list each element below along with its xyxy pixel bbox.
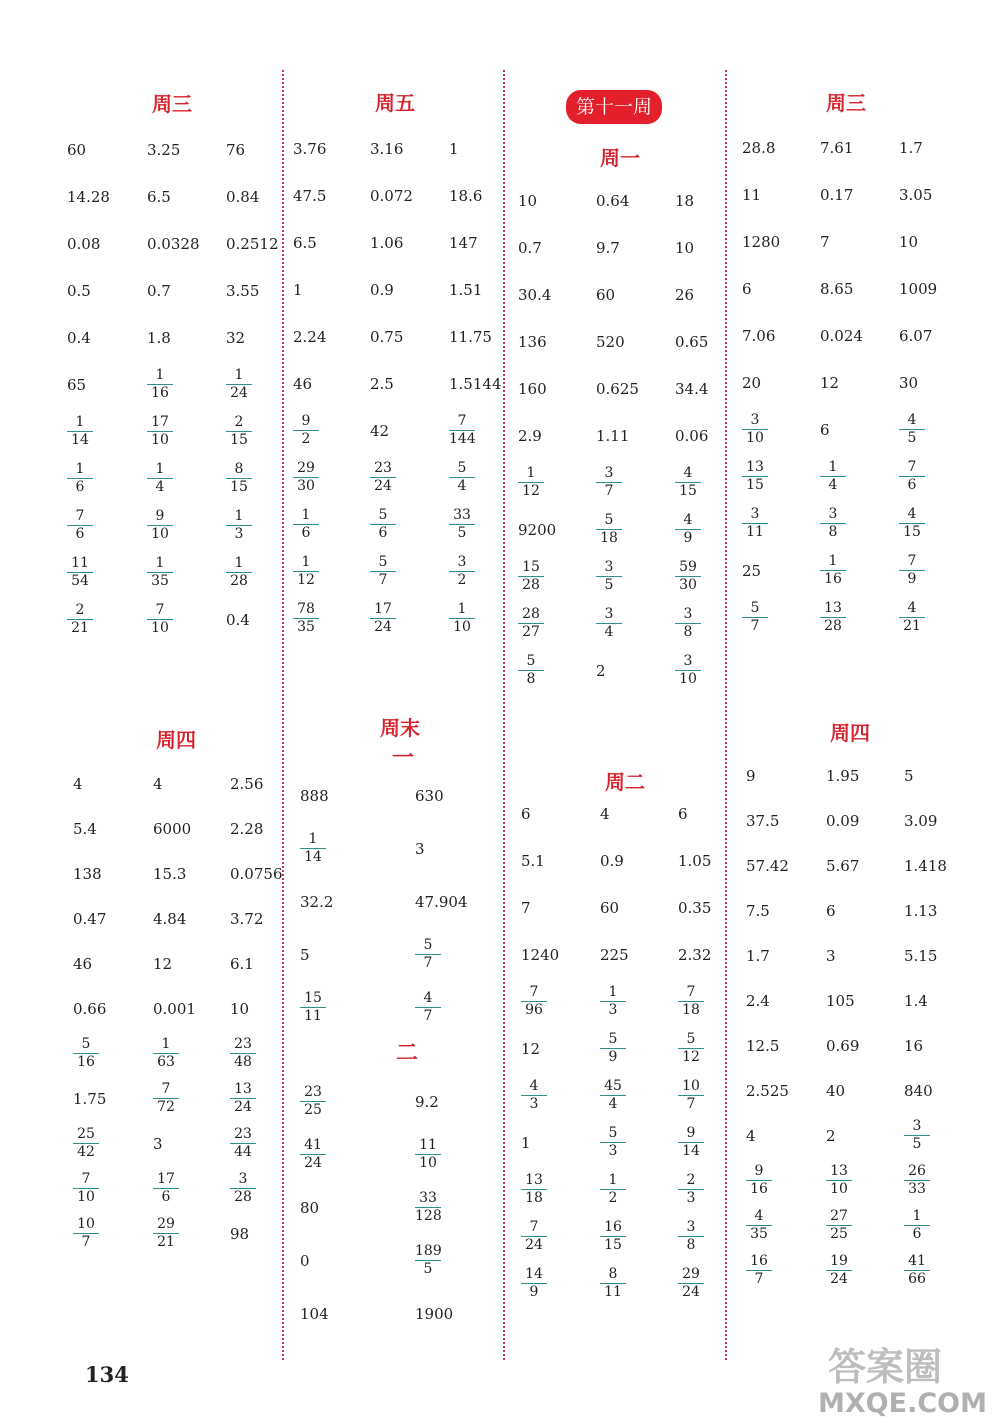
answer-value: 4 <box>153 775 163 793</box>
answer-value: 32 <box>226 329 246 347</box>
answer-value: 160 <box>518 380 547 398</box>
fraction-answer: $\frac{7}{18}$ <box>678 984 704 1018</box>
fraction-answer: $\frac{1}{2}$ <box>600 1172 626 1206</box>
answer-value: 136 <box>518 333 547 351</box>
answer-value: 65 <box>67 376 87 394</box>
fraction-answer: $\frac{17}{24}$ <box>370 601 396 635</box>
watermark-site: MXQE.COM <box>818 1388 987 1419</box>
answer-value: 2.525 <box>746 1082 789 1100</box>
fraction-answer: $\frac{3}{10}$ <box>675 653 701 687</box>
answer-value: 3.72 <box>230 910 264 928</box>
answer-value: 5 <box>300 946 310 964</box>
answer-value: 1.51 <box>449 281 483 299</box>
fraction-answer: $\frac{9}{2}$ <box>293 413 319 447</box>
fraction-answer: $\frac{13}{15}$ <box>742 459 768 493</box>
answer-value: 25 <box>742 562 762 580</box>
fraction-answer: $\frac{27}{25}$ <box>826 1208 852 1242</box>
day-heading: 周三 <box>826 91 866 115</box>
answer-value: 0.4 <box>67 329 91 347</box>
answer-value: 18 <box>675 192 695 210</box>
answer-value: 7 <box>521 899 531 917</box>
fraction-answer: $\frac{4}{35}$ <box>746 1208 772 1242</box>
answer-value: 18.6 <box>449 187 483 205</box>
fraction-answer: $\frac{5}{7}$ <box>415 937 441 971</box>
fraction-answer: $\frac{23}{24}$ <box>370 460 396 494</box>
answer-value: 10 <box>230 1000 250 1018</box>
answer-value: 0.001 <box>153 1000 196 1018</box>
answer-value: 0.4 <box>226 611 250 629</box>
fraction-answer: $\frac{5}{16}$ <box>73 1036 99 1070</box>
answer-value: 0.08 <box>67 235 101 253</box>
answer-value: 0.9 <box>600 852 624 870</box>
fraction-answer: $\frac{17}{10}$ <box>147 414 173 448</box>
fraction-answer: $\frac{2}{3}$ <box>678 1172 704 1206</box>
answer-value: 2.56 <box>230 775 264 793</box>
answer-value: 7 <box>820 233 830 251</box>
fraction-answer: $\frac{5}{7}$ <box>742 600 768 634</box>
fraction-answer: $\frac{1}{12}$ <box>293 554 319 588</box>
fraction-answer: $\frac{1}{16}$ <box>147 367 173 401</box>
fraction-answer: $\frac{3}{8}$ <box>820 506 846 540</box>
fraction-answer: $\frac{4}{7}$ <box>415 990 441 1024</box>
watermark-title: 答案圈 <box>828 1345 943 1389</box>
column-divider <box>282 70 284 1360</box>
answer-value: 9.7 <box>596 239 620 257</box>
fraction-answer: $\frac{3}{7}$ <box>596 465 622 499</box>
answer-value: 1.4 <box>904 992 928 1010</box>
fraction-answer: $\frac{13}{24}$ <box>230 1081 256 1115</box>
answer-value: 47.5 <box>293 187 327 205</box>
answer-value: 0.69 <box>826 1037 860 1055</box>
fraction-answer: $\frac{1}{14}$ <box>300 831 326 865</box>
answer-value: 0.84 <box>226 188 260 206</box>
fraction-answer: $\frac{29}{21}$ <box>153 1216 179 1250</box>
answer-value: 46 <box>293 375 313 393</box>
fraction-answer: $\frac{13}{10}$ <box>826 1163 852 1197</box>
day-heading: 周五 <box>375 91 415 115</box>
fraction-answer: $\frac{11}{10}$ <box>415 1137 441 1171</box>
answer-value: 28.8 <box>742 139 776 157</box>
answer-value: 32.2 <box>300 893 334 911</box>
answer-value: 888 <box>300 787 329 805</box>
answer-value: 0.47 <box>73 910 107 928</box>
answer-value: 12 <box>153 955 173 973</box>
answer-value: 0.06 <box>675 427 709 445</box>
answer-value: 1900 <box>415 1305 454 1323</box>
answer-value: 4 <box>746 1127 756 1145</box>
answer-value: 40 <box>826 1082 846 1100</box>
fraction-answer: $\frac{41}{66}$ <box>904 1253 930 1287</box>
fraction-answer: $\frac{13}{18}$ <box>521 1172 547 1206</box>
answer-value: 0.0328 <box>147 235 200 253</box>
fraction-answer: $\frac{2}{21}$ <box>67 602 93 636</box>
fraction-answer: $\frac{1}{16}$ <box>820 553 846 587</box>
fraction-answer: $\frac{8}{15}$ <box>226 461 252 495</box>
answer-value: 34.4 <box>675 380 709 398</box>
fraction-answer: $\frac{7}{9}$ <box>899 553 925 587</box>
answer-value: 0 <box>300 1252 310 1270</box>
answer-value: 840 <box>904 1082 933 1100</box>
answer-value: 6 <box>742 280 752 298</box>
fraction-answer: $\frac{7}{96}$ <box>521 984 547 1018</box>
answer-value: 1 <box>449 140 459 158</box>
fraction-answer: $\frac{9}{14}$ <box>678 1125 704 1159</box>
answer-value: 1.5144 <box>449 375 502 393</box>
fraction-answer: $\frac{1}{35}$ <box>147 555 173 589</box>
answer-value: 0.35 <box>678 899 712 917</box>
fraction-answer: $\frac{7}{10}$ <box>147 602 173 636</box>
fraction-answer: $\frac{4}{5}$ <box>899 412 925 446</box>
answer-value: 0.64 <box>596 192 630 210</box>
fraction-answer: $\frac{1}{24}$ <box>226 367 252 401</box>
answer-value: 6 <box>521 805 531 823</box>
fraction-answer: $\frac{15}{28}$ <box>518 559 544 593</box>
answer-value: 0.17 <box>820 186 854 204</box>
answer-value: 15.3 <box>153 865 187 883</box>
answer-value: 46 <box>73 955 93 973</box>
fraction-answer: $\frac{11}{54}$ <box>67 555 93 589</box>
answer-value: 2.24 <box>293 328 327 346</box>
answer-value: 11 <box>742 186 762 204</box>
fraction-answer: $\frac{1}{6}$ <box>293 507 319 541</box>
fraction-answer: $\frac{7}{10}$ <box>73 1171 99 1205</box>
fraction-answer: $\frac{1}{3}$ <box>600 984 626 1018</box>
answer-value: 2.28 <box>230 820 264 838</box>
answer-value: 4 <box>73 775 83 793</box>
fraction-answer: $\frac{23}{48}$ <box>230 1036 256 1070</box>
day-heading: 周二 <box>605 770 645 794</box>
answer-value: 1009 <box>899 280 938 298</box>
answer-value: 6.5 <box>147 188 171 206</box>
answer-value: 1280 <box>742 233 781 251</box>
answer-value: 1.05 <box>678 852 712 870</box>
answer-value: 5.15 <box>904 947 938 965</box>
answer-value: 57.42 <box>746 857 789 875</box>
answer-value: 30 <box>899 374 919 392</box>
answer-value: 0.0756 <box>230 865 283 883</box>
fraction-answer: $\frac{7}{6}$ <box>67 508 93 542</box>
fraction-answer: $\frac{10}{7}$ <box>678 1078 704 1112</box>
day-heading: 周四 <box>156 728 196 752</box>
answer-value: 7.5 <box>746 902 770 920</box>
answer-value: 138 <box>73 865 102 883</box>
fraction-answer: $\frac{4}{21}$ <box>899 600 925 634</box>
fraction-answer: $\frac{15}{11}$ <box>300 990 326 1024</box>
fraction-answer: $\frac{5}{4}$ <box>449 460 475 494</box>
fraction-answer: $\frac{45}{4}$ <box>600 1078 626 1112</box>
answer-value: 3 <box>826 947 836 965</box>
fraction-answer: $\frac{3}{10}$ <box>742 412 768 446</box>
answer-value: 0.75 <box>370 328 404 346</box>
answer-value: 60 <box>596 286 616 304</box>
answer-value: 47.904 <box>415 893 468 911</box>
answer-value: 0.625 <box>596 380 639 398</box>
answer-value: 0.66 <box>73 1000 107 1018</box>
answer-value: 3.25 <box>147 141 181 159</box>
fraction-answer: $\frac{3}{8}$ <box>678 1219 704 1253</box>
fraction-answer: $\frac{5}{3}$ <box>600 1125 626 1159</box>
column-divider <box>503 70 505 1360</box>
answer-value: 3.55 <box>226 282 260 300</box>
answer-value: 104 <box>300 1305 329 1323</box>
fraction-answer: $\frac{7}{6}$ <box>899 459 925 493</box>
answer-value: 5.4 <box>73 820 97 838</box>
fraction-answer: $\frac{7}{144}$ <box>449 413 476 447</box>
answer-value: 12 <box>521 1040 541 1058</box>
fraction-answer: $\frac{23}{25}$ <box>300 1084 326 1118</box>
answer-value: 520 <box>596 333 625 351</box>
fraction-answer: $\frac{25}{42}$ <box>73 1126 99 1160</box>
answer-value: 5 <box>904 767 914 785</box>
weekend-heading: 周末 <box>380 716 420 740</box>
fraction-answer: $\frac{17}{6}$ <box>153 1171 179 1205</box>
answer-value: 2.32 <box>678 946 712 964</box>
answer-value: 3.05 <box>899 186 933 204</box>
fraction-answer: $\frac{29}{24}$ <box>678 1266 704 1300</box>
fraction-answer: $\frac{41}{24}$ <box>300 1137 326 1171</box>
fraction-answer: $\frac{9}{16}$ <box>746 1163 772 1197</box>
answer-value: 1 <box>521 1134 531 1152</box>
answer-value: 1.8 <box>147 329 171 347</box>
fraction-answer: $\frac{9}{10}$ <box>147 508 173 542</box>
answer-value: 2 <box>596 662 606 680</box>
fraction-answer: $\frac{3}{2}$ <box>449 554 475 588</box>
answer-value: 1.75 <box>73 1090 107 1108</box>
answer-value: 3.16 <box>370 140 404 158</box>
answer-value: 0.65 <box>675 333 709 351</box>
fraction-answer: $\frac{189}{5}$ <box>415 1243 442 1277</box>
fraction-answer: $\frac{7}{24}$ <box>521 1219 547 1253</box>
answer-value: 147 <box>449 234 478 252</box>
answer-value: 16 <box>904 1037 924 1055</box>
answer-value: 80 <box>300 1199 320 1217</box>
fraction-answer: $\frac{1}{3}$ <box>226 508 252 542</box>
fraction-answer: $\frac{23}{44}$ <box>230 1126 256 1160</box>
answer-value: 1.95 <box>826 767 860 785</box>
answer-value: 1240 <box>521 946 560 964</box>
answer-value: 0.09 <box>826 812 860 830</box>
fraction-answer: $\frac{26}{33}$ <box>904 1163 930 1197</box>
fraction-answer: $\frac{3}{5}$ <box>596 559 622 593</box>
answer-value: 1.11 <box>596 427 630 445</box>
answer-value: 60 <box>600 899 620 917</box>
fraction-answer: $\frac{1}{4}$ <box>820 459 846 493</box>
answer-value: 1.13 <box>904 902 938 920</box>
answer-value: 6 <box>678 805 688 823</box>
answer-value: 1.7 <box>746 947 770 965</box>
answer-value: 8.65 <box>820 280 854 298</box>
answer-value: 0.072 <box>370 187 413 205</box>
fraction-answer: $\frac{3}{4}$ <box>596 606 622 640</box>
fraction-answer: $\frac{19}{24}$ <box>826 1253 852 1287</box>
answer-value: 14.28 <box>67 188 110 206</box>
fraction-answer: $\frac{4}{3}$ <box>521 1078 547 1112</box>
answer-value: 37.5 <box>746 812 780 830</box>
page-number: 134 <box>85 1362 129 1387</box>
answer-value: 7.06 <box>742 327 776 345</box>
answer-value: 3 <box>415 840 425 858</box>
fraction-answer: $\frac{1}{4}$ <box>147 461 173 495</box>
answer-value: 0.7 <box>518 239 542 257</box>
answer-value: 4 <box>600 805 610 823</box>
fraction-answer: $\frac{14}{9}$ <box>521 1266 547 1300</box>
answer-value: 4.84 <box>153 910 187 928</box>
fraction-answer: $\frac{1}{10}$ <box>449 601 475 635</box>
fraction-answer: $\frac{2}{15}$ <box>226 414 252 448</box>
answer-value: 9 <box>746 767 756 785</box>
answer-value: 1.7 <box>899 139 923 157</box>
answer-value: 12.5 <box>746 1037 780 1055</box>
fraction-answer: $\frac{1}{6}$ <box>67 461 93 495</box>
column-divider <box>725 70 727 1360</box>
day-heading: 周四 <box>830 721 870 745</box>
fraction-answer: $\frac{4}{9}$ <box>675 512 701 546</box>
fraction-answer: $\frac{1}{63}$ <box>153 1036 179 1070</box>
answer-value: 10 <box>675 239 695 257</box>
answer-value: 6.07 <box>899 327 933 345</box>
fraction-answer: $\frac{5}{18}$ <box>596 512 622 546</box>
answer-value: 11.75 <box>449 328 492 346</box>
answer-value: 5.67 <box>826 857 860 875</box>
weekend-part-label: 一 <box>392 746 415 771</box>
fraction-answer: $\frac{3}{8}$ <box>675 606 701 640</box>
answer-value: 0.7 <box>147 282 171 300</box>
answer-value: 0.024 <box>820 327 863 345</box>
fraction-answer: $\frac{16}{7}$ <box>746 1253 772 1287</box>
fraction-answer: $\frac{78}{35}$ <box>293 601 319 635</box>
weekend-part-label: 二 <box>396 1041 419 1066</box>
answer-value: 6.5 <box>293 234 317 252</box>
answer-value: 42 <box>370 422 390 440</box>
fraction-answer: $\frac{16}{15}$ <box>600 1219 626 1253</box>
answer-value: 3.76 <box>293 140 327 158</box>
answer-value: 10 <box>518 192 538 210</box>
answer-value: 6 <box>826 902 836 920</box>
fraction-answer: $\frac{10}{7}$ <box>73 1216 99 1250</box>
fraction-answer: $\frac{33}{5}$ <box>449 507 475 541</box>
answer-value: 2.4 <box>746 992 770 1010</box>
answer-value: 6.1 <box>230 955 254 973</box>
fraction-answer: $\frac{5}{8}$ <box>518 653 544 687</box>
fraction-answer: $\frac{3}{5}$ <box>904 1118 930 1152</box>
answer-value: 10 <box>899 233 919 251</box>
fraction-answer: $\frac{5}{7}$ <box>370 554 396 588</box>
fraction-answer: $\frac{5}{9}$ <box>600 1031 626 1065</box>
fraction-answer: $\frac{7}{72}$ <box>153 1081 179 1115</box>
fraction-answer: $\frac{1}{14}$ <box>67 414 93 448</box>
answer-value: 225 <box>600 946 629 964</box>
answer-value: 26 <box>675 286 695 304</box>
answer-value: 0.5 <box>67 282 91 300</box>
fraction-answer: $\frac{5}{12}$ <box>678 1031 704 1065</box>
fraction-answer: $\frac{4}{15}$ <box>675 465 701 499</box>
fraction-answer: $\frac{1}{12}$ <box>518 465 544 499</box>
day-heading: 周一 <box>600 146 640 170</box>
week-badge: 第十一周 <box>566 90 662 124</box>
answer-value: 105 <box>826 992 855 1010</box>
fraction-answer: $\frac{5}{6}$ <box>370 507 396 541</box>
answer-value: 76 <box>226 141 246 159</box>
answer-value: 2.5 <box>370 375 394 393</box>
fraction-answer: $\frac{3}{11}$ <box>742 506 768 540</box>
answer-value: 30.4 <box>518 286 552 304</box>
fraction-answer: $\frac{3}{28}$ <box>230 1171 256 1205</box>
fraction-answer: $\frac{8}{11}$ <box>600 1266 626 1300</box>
answer-value: 20 <box>742 374 762 392</box>
answer-value: 12 <box>820 374 840 392</box>
answer-value: 3 <box>153 1135 163 1153</box>
fraction-answer: $\frac{33}{128}$ <box>415 1190 442 1224</box>
answer-value: 1.418 <box>904 857 947 875</box>
answer-value: 3.09 <box>904 812 938 830</box>
answer-value: 0.2512 <box>226 235 279 253</box>
answer-value: 1 <box>293 281 303 299</box>
answer-value: 2 <box>826 1127 836 1145</box>
fraction-answer: $\frac{4}{15}$ <box>899 506 925 540</box>
answer-value: 2.9 <box>518 427 542 445</box>
answer-value: 60 <box>67 141 87 159</box>
fraction-answer: $\frac{59}{30}$ <box>675 559 701 593</box>
answer-value: 630 <box>415 787 444 805</box>
answer-value: 6 <box>820 421 830 439</box>
fraction-answer: $\frac{1}{6}$ <box>904 1208 930 1242</box>
answer-value: 0.9 <box>370 281 394 299</box>
fraction-answer: $\frac{1}{28}$ <box>226 555 252 589</box>
answer-value: 1.06 <box>370 234 404 252</box>
answer-value: 5.1 <box>521 852 545 870</box>
day-heading: 周三 <box>152 92 192 116</box>
answer-value: 7.61 <box>820 139 854 157</box>
fraction-answer: $\frac{13}{28}$ <box>820 600 846 634</box>
answer-value: 98 <box>230 1225 250 1243</box>
answer-value: 9.2 <box>415 1093 439 1111</box>
fraction-answer: $\frac{29}{30}$ <box>293 460 319 494</box>
answer-value: 9200 <box>518 521 557 539</box>
fraction-answer: $\frac{28}{27}$ <box>518 606 544 640</box>
answer-value: 6000 <box>153 820 192 838</box>
